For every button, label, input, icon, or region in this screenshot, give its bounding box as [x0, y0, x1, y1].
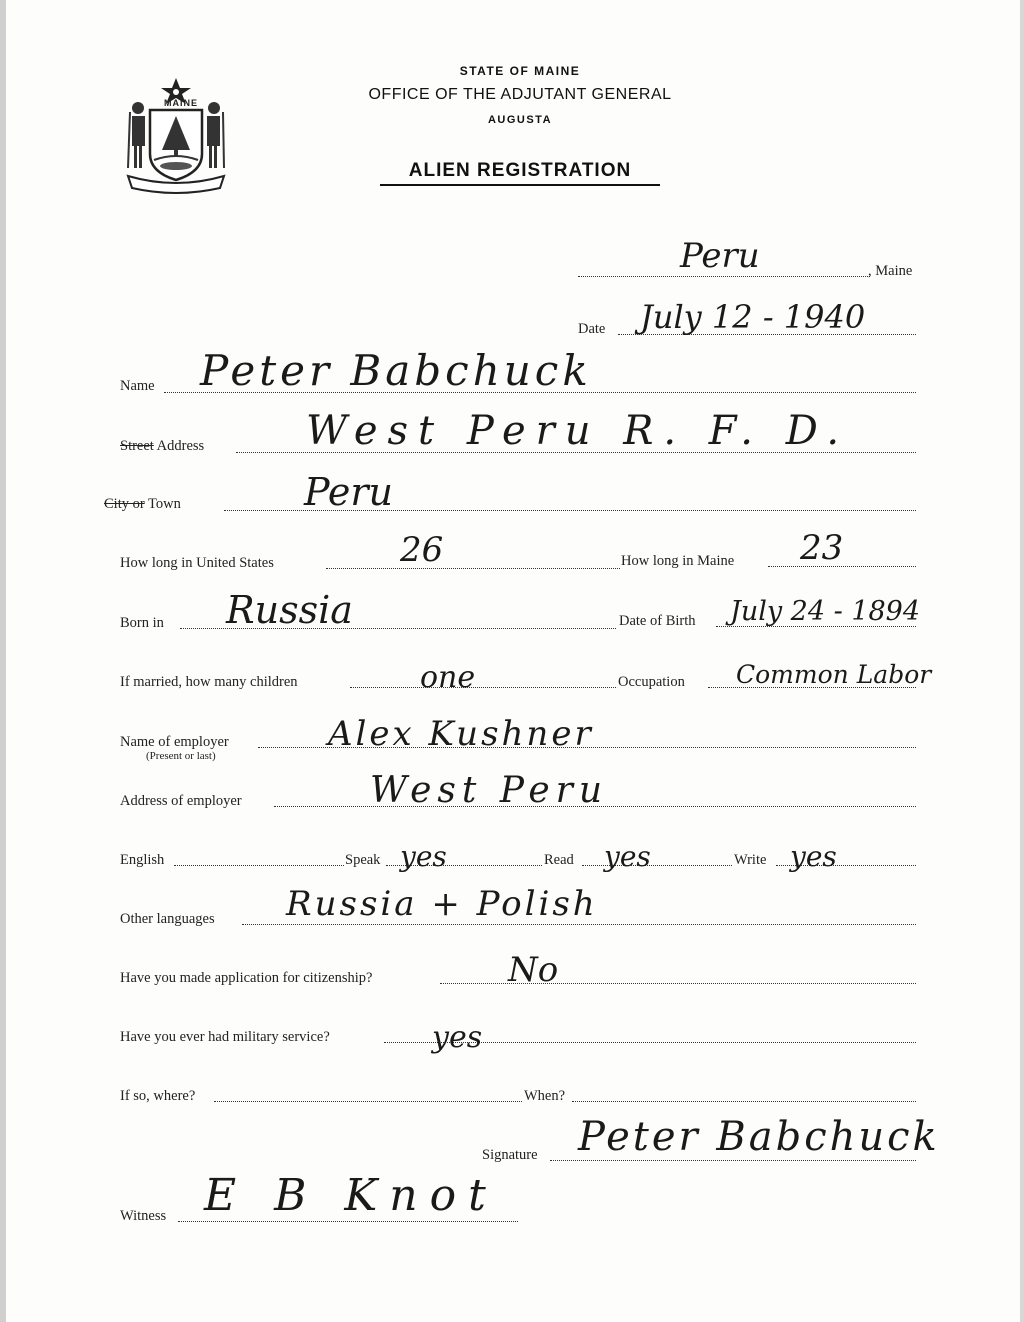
write-label: Write	[734, 852, 767, 868]
witness-value: E B Knot	[204, 1170, 498, 1221]
born-in-label: Born in	[120, 615, 164, 631]
address-label-text: Address	[153, 438, 205, 454]
when-label: When?	[524, 1088, 566, 1104]
form-title: ALIEN REGISTRATION	[380, 160, 660, 186]
children-line	[350, 687, 616, 688]
street-struck-text: Street	[120, 438, 154, 454]
children-value: one	[420, 660, 476, 695]
town-label	[104, 496, 181, 513]
city-heading: AUGUSTA	[487, 114, 553, 126]
address-label	[120, 438, 204, 455]
if-so-where-line	[214, 1101, 522, 1102]
city-or-struck-text: City or	[104, 496, 145, 512]
citizenship-label: Have you made application for citizenship?	[120, 970, 373, 986]
how-long-us-label: How long in United States	[120, 555, 274, 571]
office-heading: OFFICE OF THE ADJUTANT GENERAL	[368, 86, 672, 103]
name-value: Peter Babchuck	[200, 346, 592, 395]
witness-line	[178, 1221, 518, 1222]
date-label: Date	[578, 321, 606, 337]
address-value: West Peru R. F. D.	[306, 408, 850, 454]
town-value: Peru	[304, 470, 393, 514]
write-value: yes	[790, 840, 837, 873]
employer-address-value: West Peru	[370, 770, 609, 811]
signature-line	[550, 1160, 916, 1161]
citizenship-value: No	[508, 950, 559, 990]
name-label: Name	[120, 378, 155, 394]
scan-edge-left	[0, 0, 6, 1322]
how-long-us-line	[326, 568, 620, 569]
date-value: July 12 - 1940	[640, 298, 866, 336]
employer-value: Alex Kushner	[328, 714, 594, 754]
seal-banner-text: MAINE	[164, 98, 198, 108]
state-heading: STATE OF MAINE	[459, 64, 581, 78]
maine-label: , Maine	[868, 263, 913, 279]
witness-label: Witness	[120, 1208, 167, 1224]
speak-label: Speak	[345, 852, 381, 868]
read-value: yes	[604, 840, 651, 873]
other-languages-value: Russia + Polish	[286, 884, 598, 924]
place-line	[578, 276, 870, 277]
other-languages-label: Other languages	[120, 911, 215, 927]
employer-label: Name of employer	[120, 734, 229, 750]
date-of-birth-label: Date of Birth	[619, 613, 696, 629]
when-line	[572, 1101, 916, 1102]
if-so-where-label: If so, where?	[120, 1088, 196, 1104]
speak-value: yes	[400, 840, 447, 873]
scan-edge-right	[1020, 0, 1024, 1322]
present-or-last-note: (Present or last)	[146, 750, 216, 762]
signature-value: Peter Babchuck	[578, 1114, 940, 1160]
born-in-value: Russia	[226, 588, 353, 632]
place-value: Peru	[680, 236, 760, 276]
english-line	[174, 865, 344, 866]
occupation-value: Common Labor	[736, 660, 932, 689]
how-long-maine-value: 23	[800, 528, 844, 568]
children-label: If married, how many children	[120, 674, 298, 690]
military-value: yes	[432, 1020, 483, 1055]
other-languages-line	[242, 924, 916, 925]
employer-address-label: Address of employer	[120, 793, 242, 809]
english-label: English	[120, 852, 165, 868]
town-label-text: Town	[144, 496, 181, 512]
occupation-label: Occupation	[618, 674, 685, 690]
how-long-maine-label: How long in Maine	[621, 553, 735, 569]
signature-label: Signature	[482, 1147, 538, 1163]
how-long-us-value: 26	[400, 530, 444, 570]
military-label: Have you ever had military service?	[120, 1029, 330, 1045]
date-of-birth-value: July 24 - 1894	[730, 596, 921, 627]
read-label: Read	[544, 852, 574, 868]
